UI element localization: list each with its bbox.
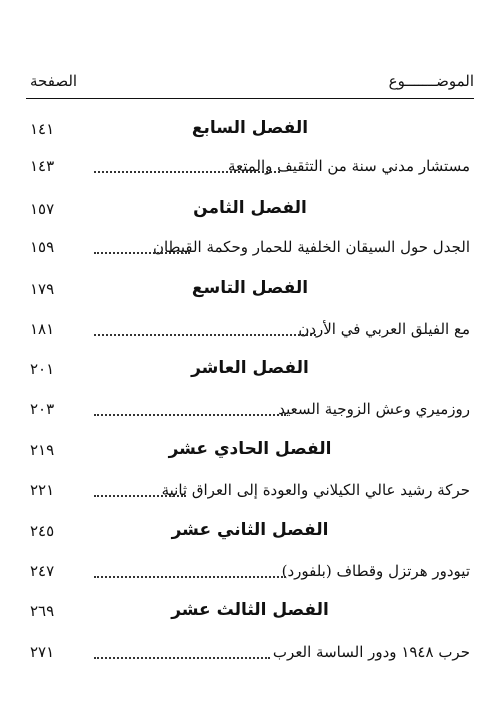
header-rule: [26, 98, 474, 99]
entry-title: مع الفيلق العربي في الأردن: [298, 320, 470, 338]
leader-dots: [94, 171, 280, 173]
page-number: ٢٤٥: [30, 522, 55, 540]
leader-dots: [94, 576, 286, 578]
toc-entry-row: [30, 560, 470, 586]
toc-header: [30, 72, 474, 96]
leader-dots: [94, 414, 286, 416]
page-number: ١٥٩: [30, 238, 55, 256]
page-number: ٢١٩: [30, 441, 55, 459]
toc-entry-row: [30, 641, 470, 667]
chapter-title: الفصل الحادي عشر: [168, 439, 332, 459]
page-number: ٢٢١: [30, 481, 55, 499]
entry-title: روزميري وعش الزوجية السعيد: [278, 400, 470, 418]
toc-entry-row: [30, 318, 470, 344]
entry-title: حركة رشيد عالي الكيلاني والعودة إلى العراق ثانية: [161, 481, 470, 499]
page-number: ٢٦٩: [30, 602, 55, 620]
toc-chapter-row: [30, 439, 470, 465]
toc-entry-row: [30, 155, 470, 181]
chapter-title: الفصل العاشر: [191, 358, 309, 378]
toc-entry-row: [30, 479, 470, 505]
leader-dots: [94, 657, 270, 659]
entry-title: الجدل حول السيقان الخلفية للحمار وحكمة القبطان: [152, 238, 470, 256]
chapter-title: الفصل الثاني عشر: [171, 520, 329, 540]
page-number: ٢٧١: [30, 643, 55, 661]
page-number: ١٧٩: [30, 280, 55, 298]
page-number: ١٤٣: [30, 157, 55, 175]
toc-chapter-row: [30, 198, 470, 224]
leader-dots: [94, 495, 186, 497]
toc-chapter-row: [30, 600, 470, 626]
chapter-title: الفصل الثامن: [193, 198, 307, 218]
entry-title: تيودور هرتزل وقطاف (بلفورد): [281, 562, 470, 580]
toc-entry-row: [30, 236, 470, 262]
toc-chapter-row: [30, 358, 470, 384]
page-number: ١٥٧: [30, 200, 55, 218]
chapter-title: الفصل التاسع: [191, 278, 309, 298]
page-number: ٢٠٣: [30, 400, 55, 418]
entry-title: مستشار مدني سنة من التثقيف والمتعة: [227, 157, 470, 175]
page-number: ٢٠١: [30, 360, 55, 378]
chapter-title: الفصل السابع: [191, 118, 309, 138]
toc-chapter-row: [30, 118, 470, 144]
page-column-label: الصفحة: [30, 72, 78, 90]
page-number: ١٨١: [30, 320, 55, 338]
page-number: ٢٤٧: [30, 562, 55, 580]
toc-entry-row: [30, 398, 470, 424]
chapter-title: الفصل الثالث عشر: [171, 600, 329, 620]
entry-title: حرب ١٩٤٨ ودور الساسة العرب: [272, 643, 470, 661]
page-number: ١٤١: [30, 120, 55, 138]
leader-dots: [94, 334, 316, 336]
toc-chapter-row: [30, 278, 470, 304]
toc-chapter-row: [30, 520, 470, 546]
topic-column-label: الموضـــــــوع: [388, 72, 474, 90]
leader-dots: [94, 252, 190, 254]
